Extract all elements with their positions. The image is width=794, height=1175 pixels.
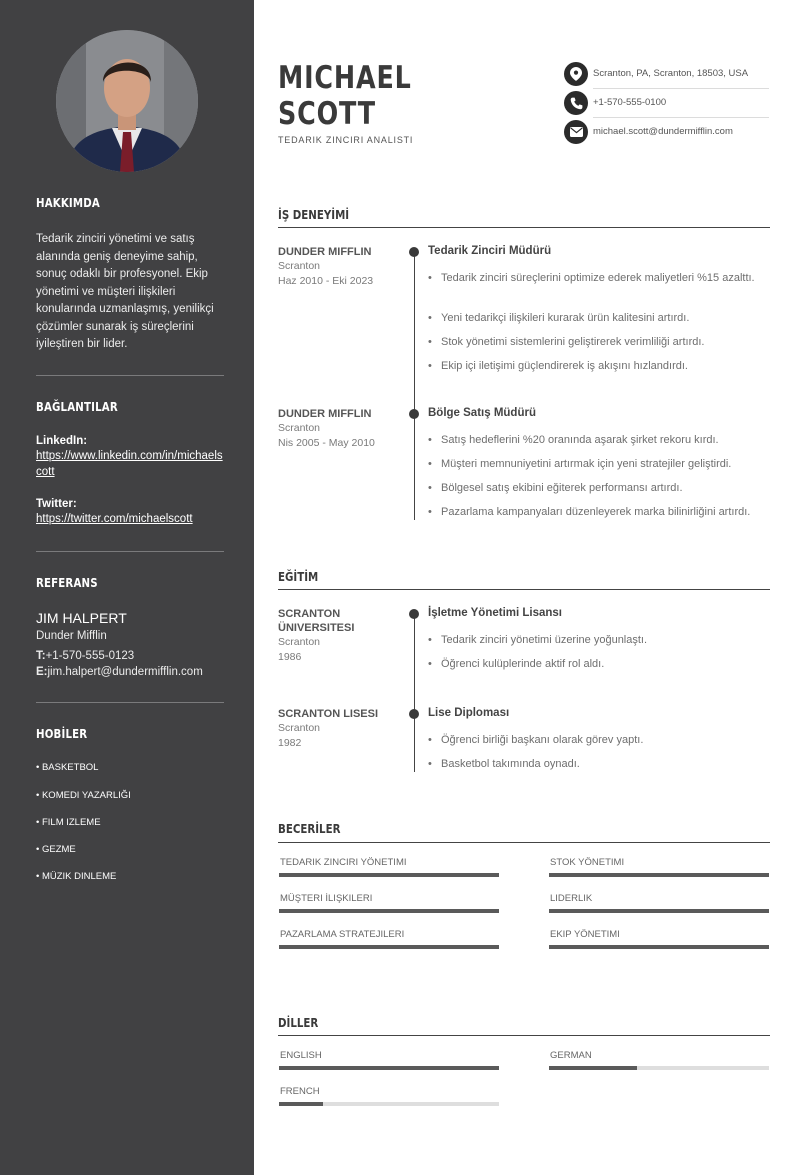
candidate-name — [278, 60, 412, 132]
skill-bar-fill — [279, 909, 499, 913]
reference-phone — [36, 648, 224, 664]
timeline-dot — [409, 247, 419, 257]
education-title: EĞİTİM — [278, 569, 319, 584]
education-bullet: • Öğrenci birliği başkanı olarak görev yaptı. — [428, 733, 773, 749]
reference-email — [36, 664, 224, 680]
reference-block — [36, 610, 224, 680]
language-bar-fill — [279, 1102, 323, 1106]
last-name: SCOTT — [278, 96, 376, 132]
school-name: SCRANTON ÜNIVERSITESI — [278, 608, 355, 634]
skill-item — [279, 857, 499, 879]
timeline-dot — [409, 709, 419, 719]
reference-email-value: jim.halpert@dundermifflin.com — [47, 666, 203, 678]
about-body — [36, 231, 224, 354]
job-bullet: • Yeni tedarikçi ilişkileri kurarak ürün kalitesini artırdı. — [428, 311, 773, 327]
hobbies-section — [36, 727, 224, 741]
education-bullet: • Öğrenci kulüplerinde aktif rol aldı. — [428, 657, 773, 673]
job-bullet: • Satış hedeflerini %20 oranında aşarak şirket rekoru kırdı. — [428, 433, 773, 449]
hobby-item: • FILM IZLEME — [36, 817, 101, 828]
reference-email-label: E: — [36, 666, 48, 678]
about-title: HAKKIMDA — [36, 196, 100, 210]
language-bar-fill — [279, 1066, 499, 1070]
language-bar-fill — [549, 1066, 637, 1070]
first-name: MICHAEL — [278, 60, 412, 96]
language-name: ENGLISH — [280, 1050, 322, 1061]
email-text: michael.scott@dundermifflin.com — [593, 126, 733, 137]
school-year: 1986 — [278, 651, 302, 663]
skill-name: EKIP YÖNETIMI — [550, 929, 620, 940]
skill-item — [549, 929, 769, 951]
job-dates: Nis 2005 - May 2010 — [278, 437, 375, 449]
candidate-role: TEDARIK ZINCIRI ANALISTI — [278, 135, 414, 145]
language-name: FRENCH — [280, 1086, 320, 1097]
job-title: Bölge Satış Müdürü — [428, 407, 536, 419]
school-year: 1982 — [278, 737, 302, 749]
twitter-block — [36, 498, 224, 527]
skill-name: STOK YÖNETIMI — [550, 857, 625, 868]
skill-item — [279, 893, 499, 915]
contact-email — [564, 118, 769, 147]
linkedin-label: LinkedIn: — [36, 435, 88, 447]
linkedin-block — [36, 435, 224, 480]
reference-phone-label: T: — [36, 650, 46, 662]
skill-item — [549, 857, 769, 879]
phone-icon — [564, 91, 588, 115]
reference-section — [36, 576, 224, 590]
sidebar-divider — [36, 702, 224, 703]
skill-bar-fill — [549, 873, 769, 877]
reference-name: JIM HALPERT — [36, 610, 127, 626]
job-bullet: • Ekip içi iletişimi güçlendirerek iş akışını hızlandırdı. — [428, 359, 773, 375]
education-timeline — [414, 614, 415, 772]
sidebar-divider — [36, 551, 224, 552]
links-title: BAĞLANTILAR — [36, 400, 118, 414]
sidebar-divider — [36, 375, 224, 376]
skill-name: PAZARLAMA STRATEJILERI — [280, 929, 405, 940]
job-bullet: • Tedarik zinciri süreçlerini optimize ederek maliyetleri %15 azalttı. — [428, 271, 773, 287]
language-item — [549, 1050, 769, 1072]
twitter-label: Twitter: — [36, 498, 77, 510]
skill-bar-fill — [549, 945, 769, 949]
profile-photo — [56, 30, 198, 172]
language-name: GERMAN — [550, 1050, 592, 1061]
sidebar — [0, 0, 254, 1175]
profile-photo-illustration — [56, 30, 198, 172]
contact-phone — [564, 89, 769, 118]
education-bullet: • Basketbol takımında oynadı. — [428, 757, 773, 773]
linkedin-link[interactable]: https://www.linkedin.com/in/michaelscott — [36, 450, 223, 478]
hobby-item: • BASKETBOL — [36, 762, 99, 773]
timeline-dot — [409, 409, 419, 419]
skill-item — [279, 929, 499, 951]
skill-item — [549, 893, 769, 915]
education-bullet: • Tedarik zinciri yönetimi üzerine yoğunlaştı. — [428, 633, 773, 649]
degree-title: Lise Diploması — [428, 707, 510, 719]
degree-title: İşletme Yönetimi Lisansı — [428, 607, 563, 619]
school-location: Scranton — [278, 722, 321, 734]
company-location: Scranton — [278, 260, 321, 272]
job-bullet: • Bölgesel satış ekibini eğiterek performansı artırdı. — [428, 481, 773, 497]
company-name: DUNDER MIFFLIN — [278, 246, 372, 258]
skill-name: LIDERLIK — [550, 893, 593, 904]
address-text: Scranton, PA, Scranton, 18503, USA — [593, 68, 749, 79]
hobbies-list — [36, 762, 224, 892]
section-divider — [278, 589, 770, 590]
languages-title: DİLLER — [278, 1015, 319, 1030]
about-text: Tedarik zinciri yönetimi ve satış alanında geniş deneyime sahip, sonuç odaklı bir profesyonel. Ekip yönetimi ve müşteri ilişkileri konularında uzmanlaşmış, yenilikçi çözümler sunarak iş süreçlerini iyileştiren bir lider. — [36, 233, 214, 350]
contact-address — [564, 60, 769, 89]
skill-bar-fill — [549, 909, 769, 913]
job-bullet: • Müşteri memnuniyetini artırmak için yeni stratejiler geliştirdi. — [428, 457, 773, 473]
map-pin-icon — [564, 62, 588, 86]
section-divider — [278, 1035, 770, 1036]
language-item — [279, 1050, 499, 1072]
job-bullet: • Pazarlama kampanyaları düzenleyerek marka bilinirliğini artırdı. — [428, 505, 773, 521]
school-name: SCRANTON LISESI — [278, 708, 379, 720]
experience-title: İŞ DENEYİMİ — [278, 207, 350, 222]
reference-title: REFERANS — [36, 576, 98, 590]
hobby-item: • MÜZIK DINLEME — [36, 871, 117, 882]
phone-text: +1-570-555-0100 — [593, 97, 667, 108]
skill-name: TEDARIK ZINCIRI YÖNETIMI — [280, 857, 407, 868]
job-bullet: • Stok yönetimi sistemlerini geliştirerek verimliliği artırdı. — [428, 335, 773, 351]
skill-bar-fill — [279, 945, 499, 949]
skill-bar-fill — [279, 873, 499, 877]
language-item — [279, 1086, 499, 1108]
school-location: Scranton — [278, 636, 321, 648]
twitter-link[interactable]: https://twitter.com/michaelscott — [36, 513, 193, 525]
links-section — [36, 400, 224, 414]
timeline-dot — [409, 609, 419, 619]
section-divider — [278, 842, 770, 843]
about-section — [36, 196, 224, 210]
envelope-icon — [564, 120, 588, 144]
company-location: Scranton — [278, 422, 321, 434]
skills-title: BECERİLER — [278, 821, 341, 836]
job-title: Tedarik Zinciri Müdürü — [428, 245, 552, 257]
section-divider — [278, 227, 770, 228]
hobby-item: • KOMEDI YAZARLIĞI — [36, 790, 131, 801]
reference-phone-value: +1-570-555-0123 — [45, 650, 135, 662]
job-dates: Haz 2010 - Eki 2023 — [278, 275, 374, 287]
hobby-item: • GEZME — [36, 844, 76, 855]
experience-timeline — [414, 252, 415, 520]
hobbies-title: HOBİLER — [36, 727, 88, 741]
skill-name: MÜŞTERI İLIŞKILERI — [280, 893, 373, 904]
company-name: DUNDER MIFFLIN — [278, 408, 372, 420]
reference-company: Dunder Mifflin — [36, 630, 107, 642]
